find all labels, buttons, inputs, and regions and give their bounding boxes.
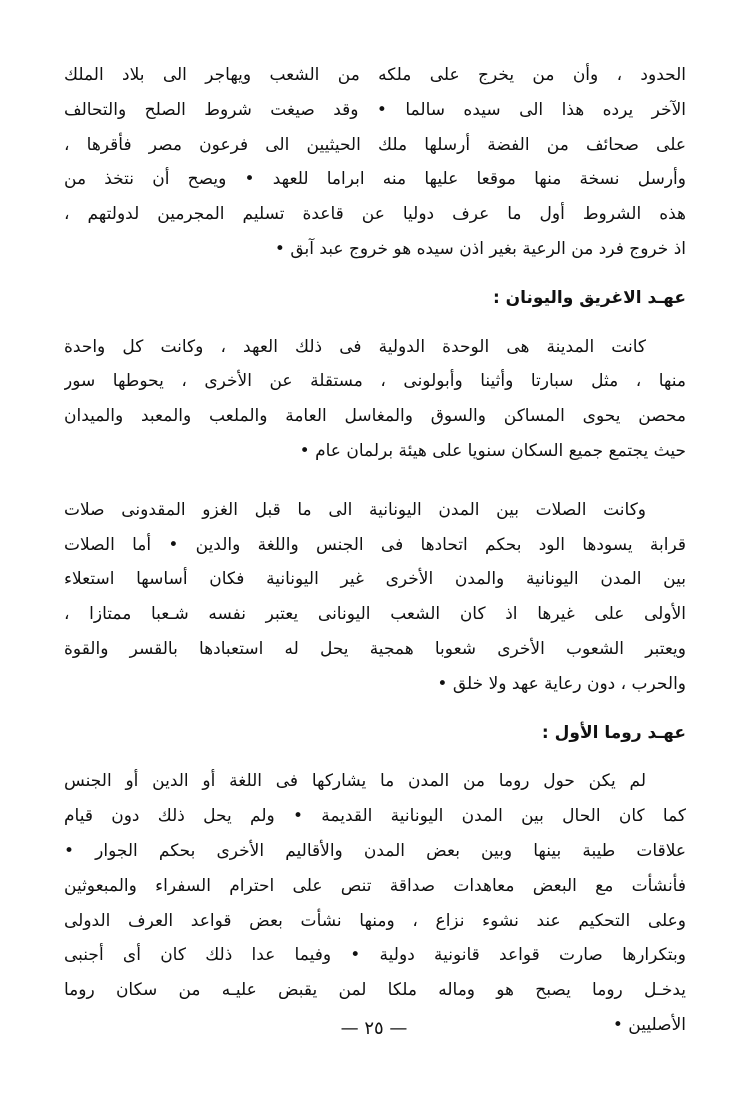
text-line: قرابة يسودها الود بحكم اتحادها فى الجنس واللغة والدين • أما الصلات <box>64 534 686 555</box>
page-number: — ٢٥ — <box>340 1018 408 1039</box>
text-line: كما كان الحال بين المدن اليونانية القديمة • ولم يحل ذلك دون قيام <box>64 806 686 827</box>
text-line: علاقات طيبة بينها وبين بعض المدن والأقاليم الأخرى بحكم الجوار • <box>64 840 686 861</box>
text-line: لم يكن حول روما من المدن ما يشاركها فى اللغة أو الدين أو الجنس <box>64 771 646 792</box>
text-line: اذ خروج فرد من الرعية بغير اذن سيده هو خروج عبد آبق • <box>274 238 686 259</box>
page-body <box>64 58 686 1043</box>
text-line: ويعتبر الشعوب الأخرى شعوبا همجية يحل له استعبادها بالقسر والقوة <box>64 638 686 659</box>
text-line: وكانت الصلات بين المدن اليونانية الى ما قبل الغزو المقدونى صلات <box>64 499 646 520</box>
paragraph-2 <box>64 330 686 469</box>
section-heading-rome: عهـد روما الأول : <box>541 722 686 743</box>
text-line: الحدود ، وأن من يخرج على ملكه من الشعب ويهاجر الى بلاد الملك <box>64 65 686 85</box>
text-line: الآخر يرده هذا الى سيده سالما • وقد صيغت شروط الصلح والتحالف <box>64 99 686 120</box>
paragraph-3 <box>64 493 686 702</box>
text-line: بين المدن اليونانية والمدن الأخرى غير اليونانية فكان أساسها استعلاء <box>64 569 686 590</box>
text-line: يدخـل روما يصبح هو وماله ملكا لمن يقبض عليـه من سكان روما <box>64 980 686 1001</box>
text-line: وعلى التحكيم عند نشوء نزاع ، ومنها نشأت بعض قواعد العرف الدولى <box>64 910 686 931</box>
text-line: وأرسل نسخة منها موقعا عليها منه ابراما للعهد • ويصح أن نتخذ من <box>64 169 686 190</box>
paragraph-4 <box>64 764 686 1042</box>
text-line: الأصليين • <box>612 1014 686 1035</box>
paragraph-1 <box>64 58 686 267</box>
text-line: الأولى على غيرها اذ كان الشعب اليونانى يعتبر نفسه شـعبا ممتازا ، <box>64 604 686 625</box>
text-line: وبتكرارها صارت قواعد قانونية دولية • وفيما عدا ذلك كان أى أجنبى <box>64 945 686 966</box>
text-line: فأنشأت مع البعض معاهدات صداقة تنص على احترام السفراء والمبعوثين <box>64 875 686 896</box>
text-line: هذه الشروط أول ما عرف دوليا عن قاعدة تسليم المجرمين لدولتهم ، <box>64 204 686 225</box>
section-heading-greeks: عهـد الاغريق واليونان : <box>492 287 686 308</box>
text-line: منها ، مثل سبارتا وأثينا وأبولونى ، مستقلة عن الأخرى ، يحوطها سور <box>64 371 686 392</box>
text-line: والحرب ، دون رعاية عهد ولا خلق • <box>437 673 686 694</box>
text-line: على صحائف من الفضة أرسلها ملك الحيثيين الى فرعون مصر فأقرها ، <box>64 134 686 155</box>
text-line: حيث يجتمع جميع السكان سنويا على هيئة برلمان عام • <box>299 440 686 461</box>
text-line: كانت المدينة هى الوحدة الدولية فى ذلك العهد ، وكانت كل واحدة <box>64 336 646 357</box>
text-line: محصن يحوى المساكن والسوق والمغاسل العامة والملعب والمعبد والميدان <box>64 406 686 427</box>
